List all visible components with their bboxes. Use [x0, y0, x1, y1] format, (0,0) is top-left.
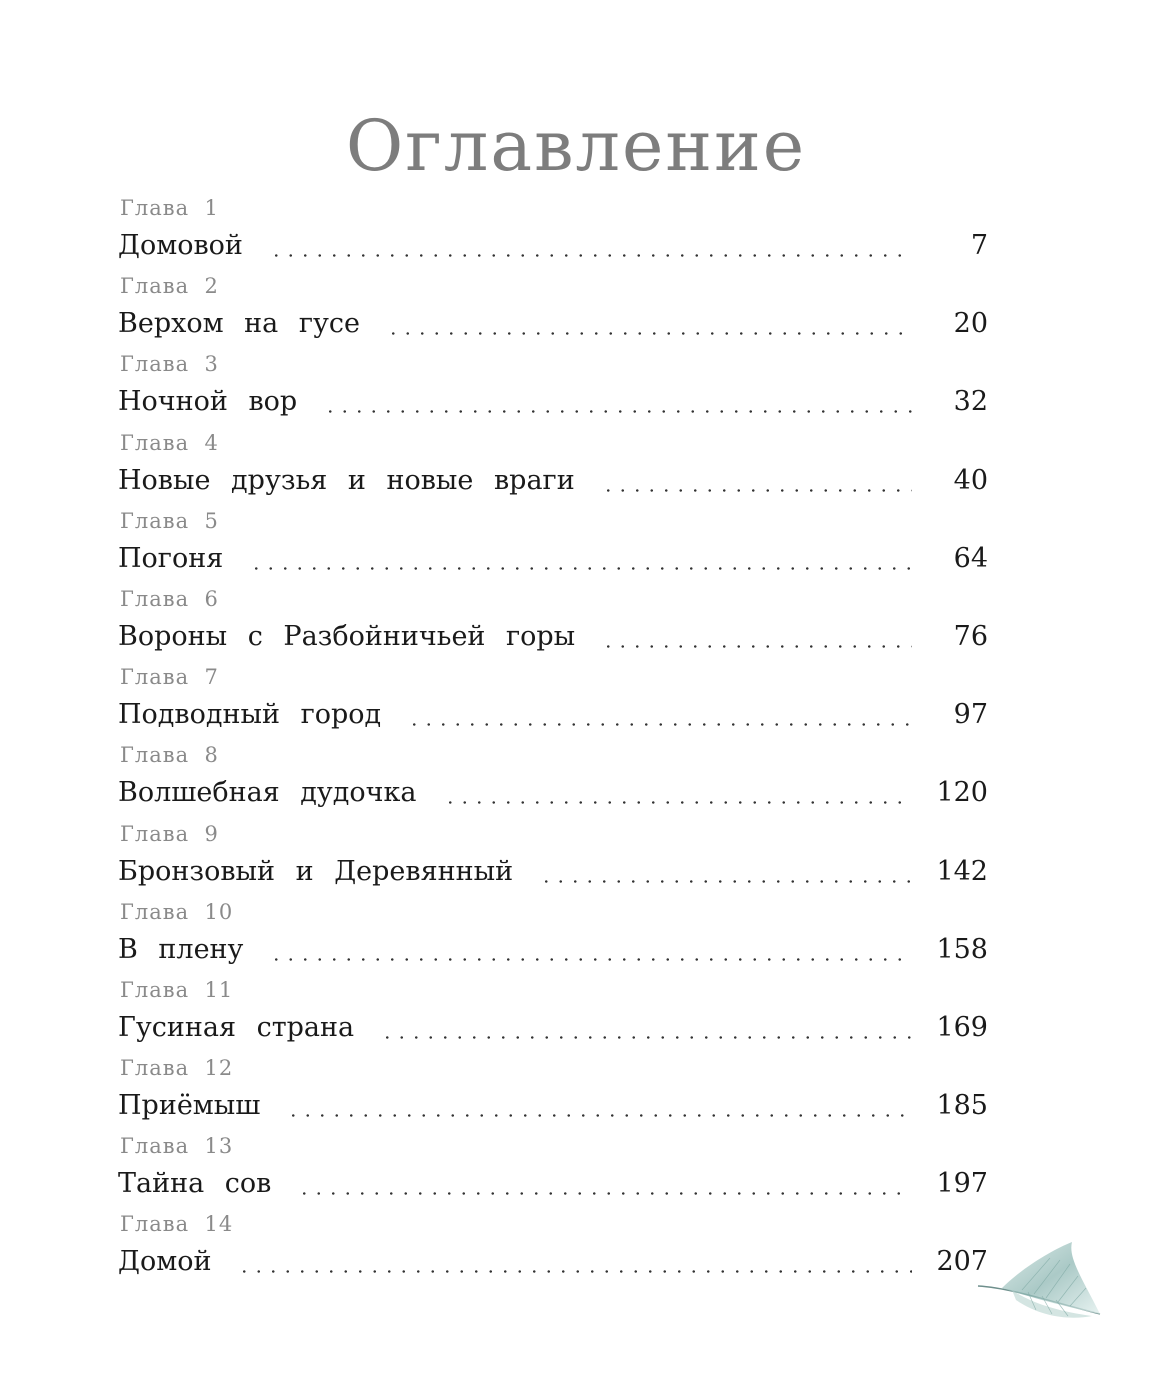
- toc-line: [118, 850, 988, 890]
- dot-leader: [401, 697, 916, 733]
- chapter-title: Верхом на гусе: [118, 308, 360, 340]
- toc-line: [118, 1162, 988, 1202]
- dot-leader: [231, 1244, 916, 1280]
- toc-entry: [118, 507, 988, 585]
- chapter-title: В плену: [118, 933, 244, 965]
- toc-entry: [118, 820, 988, 898]
- toc-entry: [118, 429, 988, 507]
- toc-line: [118, 1006, 988, 1046]
- toc-entry: [118, 898, 988, 976]
- page-number: 142: [936, 855, 988, 887]
- toc-line: [118, 771, 988, 811]
- chapter-title: Подводный город: [118, 699, 382, 731]
- toc-entry: [118, 741, 988, 819]
- chapter-label: Глава 11: [120, 977, 234, 1002]
- page-number: 7: [970, 230, 988, 261]
- page-number: 185: [936, 1090, 988, 1122]
- toc-entry: [118, 272, 988, 350]
- toc-entry: [118, 350, 988, 428]
- page-number: 158: [936, 933, 988, 965]
- page-number: 20: [953, 308, 988, 340]
- page-number: 207: [936, 1246, 988, 1278]
- chapter-title: Погоня: [118, 542, 224, 574]
- page-number: 97: [953, 699, 988, 731]
- dot-leader: [595, 619, 916, 655]
- chapter-label: Глава 3: [120, 352, 219, 377]
- toc-line: [118, 1240, 988, 1280]
- dot-leader: [595, 463, 916, 499]
- chapter-label: Глава 14: [120, 1212, 234, 1237]
- chapter-title: Новые друзья и новые враги: [118, 464, 575, 496]
- chapter-label: Глава 1: [120, 196, 219, 220]
- toc-entry: [118, 1054, 988, 1132]
- toc-line: [118, 302, 988, 342]
- page-number: 40: [953, 464, 988, 496]
- chapter-title: Приёмыш: [118, 1090, 261, 1122]
- chapter-title: Тайна сов: [118, 1168, 272, 1200]
- chapter-label: Глава 5: [120, 508, 219, 533]
- dot-leader: [263, 228, 916, 264]
- dot-leader: [263, 932, 916, 968]
- dot-leader: [317, 384, 916, 420]
- table-of-contents: [118, 194, 988, 1289]
- toc-line: [118, 615, 988, 655]
- chapter-label: Глава 4: [120, 430, 219, 455]
- chapter-title: Ночной вор: [118, 386, 298, 418]
- dot-leader: [374, 1010, 916, 1046]
- page-number: 197: [936, 1168, 988, 1200]
- feather-icon: [972, 1228, 1112, 1328]
- page-number: 76: [953, 620, 988, 652]
- toc-entry: [118, 194, 988, 272]
- chapter-title: Домой: [118, 1246, 212, 1278]
- toc-entry: [118, 1132, 988, 1210]
- chapter-label: Глава 2: [120, 274, 219, 299]
- toc-entry: [118, 1210, 988, 1288]
- toc-line: [118, 224, 988, 264]
- page-number: 169: [936, 1011, 988, 1043]
- page-number: 64: [953, 542, 988, 574]
- toc-line: [118, 693, 988, 733]
- dot-leader: [380, 306, 916, 342]
- chapter-title: Вороны с Разбойничьей горы: [118, 620, 576, 652]
- toc-line: [118, 380, 988, 420]
- chapter-title: Волшебная дудочка: [118, 777, 417, 809]
- chapter-label: Глава 6: [120, 586, 219, 611]
- toc-entry: [118, 585, 988, 663]
- toc-line: [118, 1084, 988, 1124]
- chapter-label: Глава 12: [120, 1056, 234, 1081]
- toc-line: [118, 459, 988, 499]
- chapter-label: Глава 9: [120, 821, 219, 846]
- chapter-label: Глава 10: [120, 899, 234, 924]
- toc-line: [118, 537, 988, 577]
- chapter-label: Глава 7: [120, 665, 219, 690]
- dot-leader: [533, 854, 916, 890]
- toc-entry: [118, 976, 988, 1054]
- dot-leader: [243, 541, 916, 577]
- chapter-label: Глава 13: [120, 1134, 234, 1159]
- chapter-title: Домовой: [118, 230, 243, 261]
- chapter-title: Бронзовый и Деревянный: [118, 855, 514, 887]
- page-number: 120: [936, 777, 988, 809]
- chapter-title: Гусиная страна: [118, 1011, 355, 1043]
- toc-entry: [118, 663, 988, 741]
- page-number: 32: [953, 386, 988, 418]
- dot-leader: [280, 1088, 916, 1124]
- chapter-label: Глава 8: [120, 743, 219, 768]
- page-title: Оглавление: [345, 105, 807, 187]
- dot-leader: [291, 1166, 916, 1202]
- toc-line: [118, 928, 988, 968]
- dot-leader: [437, 775, 916, 811]
